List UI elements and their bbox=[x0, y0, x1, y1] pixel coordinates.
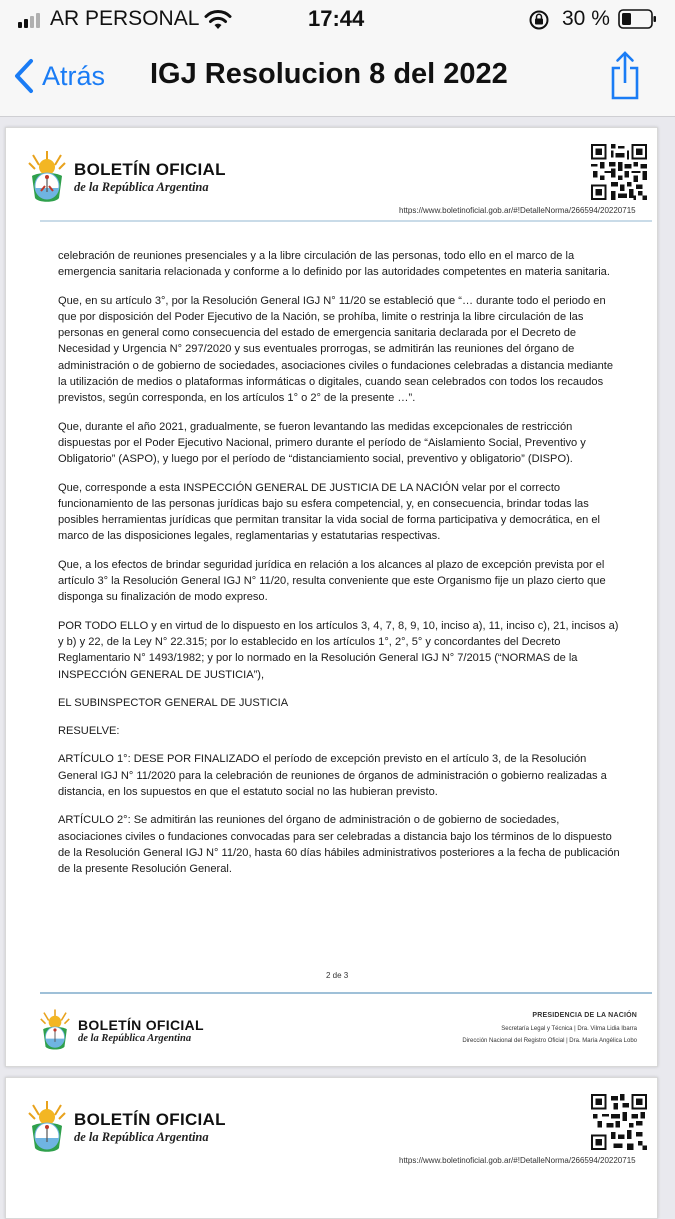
status-bar bbox=[0, 0, 675, 38]
footer-divider bbox=[40, 992, 652, 994]
document-page[interactable] bbox=[5, 1077, 658, 1219]
back-chevron-icon bbox=[14, 58, 34, 94]
footer-credits bbox=[462, 1010, 637, 1048]
footer-line: Secretaría Legal y Técnica | Dra. Vilma Lidia Ibarra bbox=[501, 1025, 637, 1032]
header-divider bbox=[40, 220, 652, 222]
presidency-label: PRESIDENCIA DE LA NACIÓN bbox=[532, 1012, 637, 1019]
qr-code-icon bbox=[591, 144, 647, 200]
brand-subtitle: de la República Argentina bbox=[74, 1129, 209, 1144]
brand-subtitle: de la República Argentina bbox=[78, 1032, 192, 1044]
signal-icon bbox=[18, 12, 44, 28]
coat-of-arms-icon bbox=[28, 150, 66, 204]
paragraph: Que, durante el año 2021, gradualmente, se fueron levantando las medidas excepcionales de restricción dispuestas por el Poder Ejecutivo Nacional, primero durante el período de “Aislamiento Social, Preventivo y Obligatorio” (ASPO), y luego por el período de “distanciamiento social, preventivo y obligatorio” (DISPO). bbox=[58, 420, 586, 466]
boletin-logo bbox=[28, 1100, 226, 1154]
clock: 17:44 bbox=[308, 6, 365, 31]
battery-percent: 30 % bbox=[562, 7, 610, 30]
paragraph: ARTÍCULO 2°: Se admitirán las reuniones del órgano de administración o de gobierno de sociedades, asociaciones civiles o fundaciones convocadas para ser celebradas a distancia bajo los términos de lo dispuesto de la Resolución General IGJ N° 11/20, hasta 60 días hábiles administrativos posteriores a la fecha de publicación de la presente Resolución General. bbox=[58, 814, 620, 876]
page-number: 2 de 3 bbox=[326, 971, 349, 980]
paragraph: Que, corresponde a esta INSPECCIÓN GENERAL DE JUSTICIA DE LA NACIÓN velar por el correcto funcionamiento de las personas jurídicas bajo su esfera competencial, y, en consecuencia, brindar todas las posibles herramientas jurídicas que permitan transitar la vida social de forma participativa y democrática, en el marco de las disposiciones legales, reglamentarias y estatutarias respectivas. bbox=[58, 481, 601, 543]
boletin-logo bbox=[28, 150, 226, 204]
paragraph: celebración de reuniones presenciales y a la libre circulación de las personas, todo ello en el marco de la emergencia sanitaria relacionada y conforme a lo definido por las autoridades competentes en materia sanitaria. bbox=[58, 250, 610, 279]
footer-line: Dirección Nacional del Registro Oficial | Dra. María Angélica Lobo bbox=[462, 1038, 637, 1044]
paragraph: Que, en su artículo 3°, por la Resolución General IGJ N° 11/20 se estableció que “… durante todo el periodo en que por disposición del Poder Ejecutivo de la Nación, se prohíba, limite o restrinja la libre circulación de las personas en general como consecuencia del estado de emergencia sanitaria declarada por el Decreto de Necesidad y Urgencia N° 297/2020 y sus eventuales prorrogas, se admitirán las reuniones del órgano de administración o de gobierno de sociedades, asociaciones civiles o fundaciones celebradas a distancia mediante la utilización de medios o plataformas informáticas o digitales, cuando sean celebrados con todos los recaudos previstos, según corresponda, en los artículos 1° o 2° de la presente …”. bbox=[58, 294, 614, 405]
paragraph: EL SUBINSPECTOR GENERAL DE JUSTICIA bbox=[58, 696, 289, 709]
brand-title: BOLETÍN OFICIAL bbox=[74, 1109, 226, 1129]
carrier-name: AR PERSONAL bbox=[50, 7, 200, 30]
share-icon[interactable] bbox=[610, 50, 640, 100]
back-button[interactable] bbox=[14, 54, 105, 98]
paragraph: ARTÍCULO 1°: DESE POR FINALIZADO el período de excepción previsto en el artículo 3, de la Resolución General IGJ N° 11/2020 para la celebración de reuniones de órganos de administración o gobierno realizadas a distancia, en los supuestos en que el estatuto social no las hubieran previsto. bbox=[58, 753, 607, 799]
battery-icon bbox=[618, 9, 658, 29]
boletin-logo-footer bbox=[40, 1008, 204, 1052]
coat-of-arms-icon bbox=[40, 1008, 70, 1052]
document-url: https://www.boletinoficial.gob.ar/#!DetalleNorma/266594/20220715 bbox=[399, 1156, 636, 1165]
paragraph: RESUELVE: bbox=[58, 725, 120, 738]
wifi-icon bbox=[204, 9, 232, 31]
document-body bbox=[58, 248, 624, 890]
coat-of-arms-icon bbox=[28, 1100, 66, 1154]
paragraph: POR TODO ELLO y en virtud de lo dispuesto en los artículos 3, 4, 7, 8, 9, 10, inciso a), 11, inciso c), 21, incisos a) y b) y 22, de la Ley N° 22.315; por lo establecido en los artículos 1°, 2°, 5° y concordantes del Decreto Reglamentario N° 1493/1982; y por lo normado en la Resolución General IGJ N° 7/2015 (“NORMAS de la INSPECCIÓN GENERAL DE JUSTICIA”), bbox=[58, 619, 619, 681]
page-title: IGJ Resolucion 8 del 2022 bbox=[150, 58, 508, 90]
brand-title: BOLETÍN OFICIAL bbox=[74, 159, 226, 179]
orientation-lock-icon bbox=[528, 9, 550, 31]
brand-title: BOLETÍN OFICIAL bbox=[78, 1016, 204, 1033]
paragraph: Que, a los efectos de brindar seguridad jurídica en relación a los alcances al plazo de excepción prevista por el artículo 3° la Resolución General IGJ N° 11/20, resulta conveniente que este Organismo fije un plazo cierto que disponga su finalización de modo expreso. bbox=[58, 558, 606, 604]
navigation-bar bbox=[0, 38, 675, 117]
qr-code-icon bbox=[591, 1094, 647, 1150]
document-url: https://www.boletinoficial.gob.ar/#!DetalleNorma/266594/20220715 bbox=[399, 206, 636, 215]
document-page[interactable] bbox=[5, 127, 658, 1067]
brand-subtitle: de la República Argentina bbox=[74, 179, 209, 194]
back-label: Atrás bbox=[42, 60, 106, 91]
